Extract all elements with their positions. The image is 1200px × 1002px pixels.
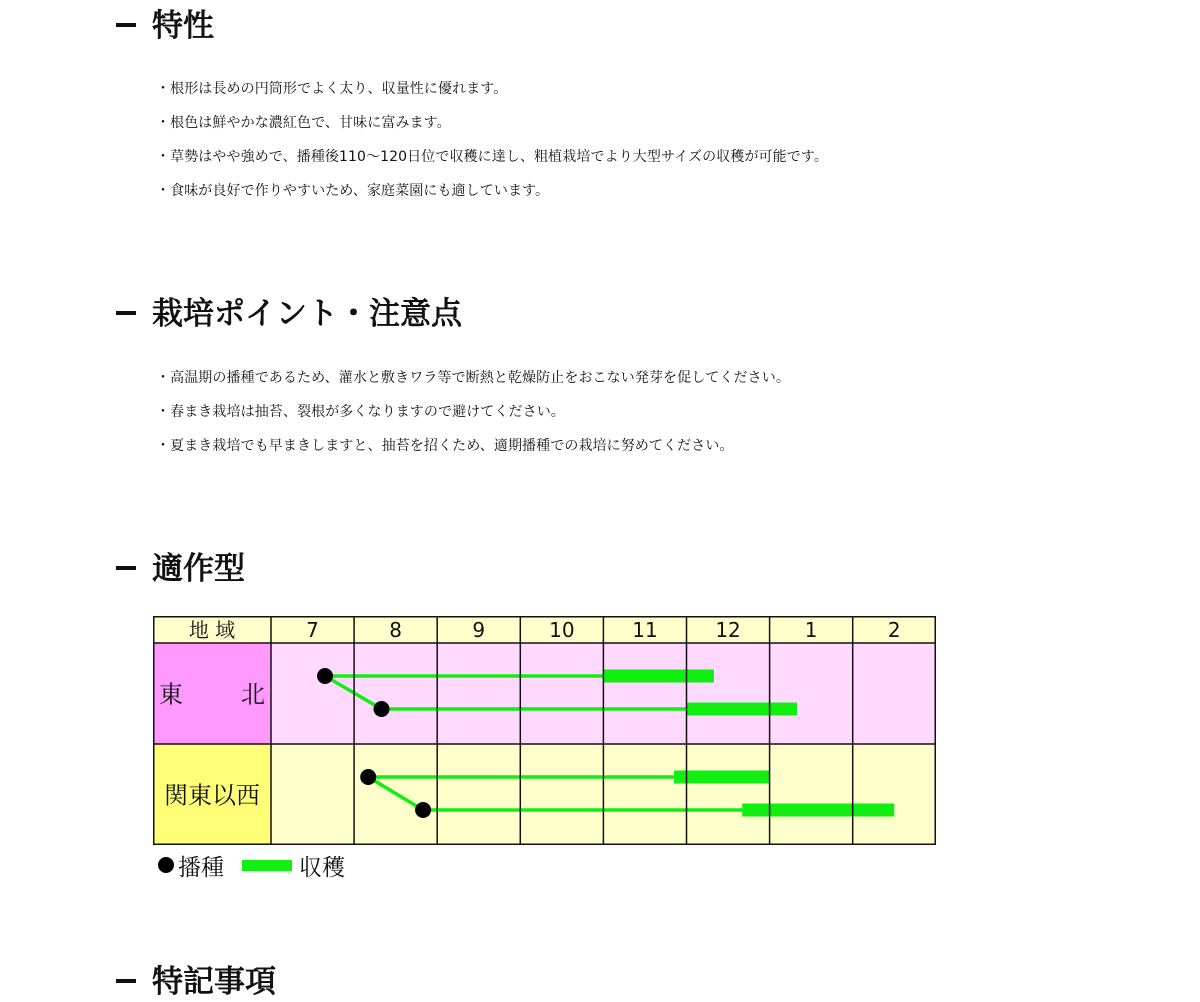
header-region-label: 地 域: [188, 618, 236, 642]
section-title-text: 特性: [152, 8, 214, 44]
section-heading-features: [116, 6, 214, 46]
section-title-text: 適作型: [152, 551, 245, 587]
list-item: ・ 根色は鮮やかな濃紅色で、甘味に富みます。: [156, 106, 828, 140]
dash-icon: [116, 979, 136, 983]
harvest-bar: [674, 771, 770, 784]
month-label: 8: [389, 618, 403, 642]
harvest-bar: [603, 670, 714, 683]
cultivation-list: [156, 361, 790, 463]
region-label: 北: [241, 680, 265, 709]
list-item: ・ 夏まき栽培でも早まきしますと、抽苔を招くため、適期播種での栽培に努めてください。: [156, 429, 790, 463]
cropping-calendar-chart: [153, 616, 936, 845]
list-item: ・ 春まき栽培は抽苔、裂根が多くなりますので避けてください。: [156, 395, 790, 429]
section-heading-cultivation: [116, 294, 462, 334]
month-label: 2: [887, 618, 901, 642]
month-label: 12: [715, 618, 741, 642]
cropping-calendar: [153, 616, 936, 845]
list-item: ・ 根形は長めの円筒形でよく太り、収量性に優れます。: [156, 72, 828, 106]
month-label: 11: [632, 618, 658, 642]
section-title-text: 特記事項: [152, 964, 276, 1000]
month-label: 9: [472, 618, 486, 642]
calendar-legend: [158, 850, 345, 880]
section-title-text: 栽培ポイント・注意点: [152, 296, 462, 332]
legend-harvest-label: 収穫: [299, 854, 345, 881]
dash-icon: [116, 566, 136, 570]
dash-icon: [116, 311, 136, 315]
month-label: 7: [306, 618, 319, 642]
section-heading-notes: [116, 962, 276, 1002]
section-heading-cropping: [116, 549, 245, 589]
harvest-bar: [742, 804, 894, 817]
month-label: 1: [804, 618, 818, 642]
month-label: 10: [549, 618, 575, 642]
harvest-bar: [687, 703, 798, 716]
list-item: ・ 草勢はやや強めで、播種後110〜120日位で収穫に達し、粗植栽培でより大型サイズの収穫が可能です。: [156, 140, 828, 174]
sowing-dot-icon: [360, 769, 376, 785]
list-item: ・ 食味が良好で作りやすいため、家庭菜園にも適しています。: [156, 174, 828, 208]
sowing-dot-icon: [158, 857, 174, 873]
sowing-dot-icon: [415, 802, 431, 818]
sowing-dot-icon: [374, 701, 390, 717]
harvest-bar-icon: [242, 860, 292, 871]
legend-sowing-label: 播種: [178, 854, 224, 881]
list-item: ・ 高温期の播種であるため、灌水と敷きワラ等で断熱と乾燥防止をおこない発芽を促してください。: [156, 361, 790, 395]
region-label: 関東以西: [164, 781, 260, 810]
features-list: [156, 72, 828, 208]
region-label: 東: [159, 680, 183, 709]
dash-icon: [116, 23, 136, 27]
sowing-dot-icon: [317, 668, 333, 684]
